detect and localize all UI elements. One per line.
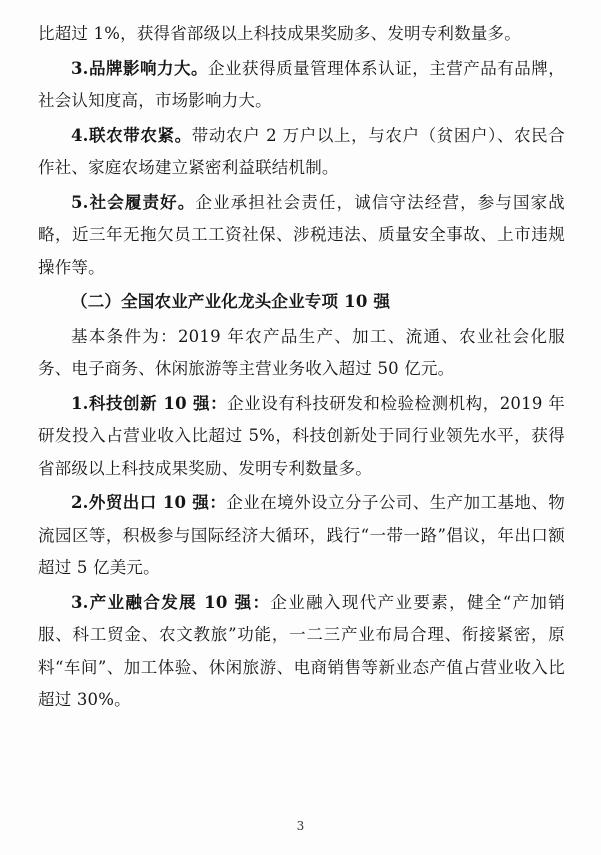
paragraph-lead: 3.品牌影响力大。 — [71, 58, 209, 78]
paragraph-text: 基本条件为：2019 年农产品生产、加工、流通、农业社会化服务、电子商务、休闲旅游等主营业务收入超过 50 亿元。 — [38, 326, 565, 378]
paragraph-text: 比超过 1%，获得省部级以上科技成果奖励多、发明专利数量多。 — [38, 24, 521, 43]
paragraph-text: 带动农户 2 万户以上，与农户（贫困户）、农民合作社、家庭农场建立紧密利益联结机制。 — [38, 125, 566, 177]
section-heading — [38, 286, 565, 319]
paragraph-lead: 3.产业融合发展 10 强： — [71, 592, 271, 612]
paragraph-p4 — [38, 187, 565, 285]
paragraph-p1 — [38, 18, 565, 51]
paragraph-text: 企业设有科技研发和检验检测机构，2019 年研发投入占营业收入比超过 5%，科技创新处于同行业领先水平，获得省部级以上科技成果奖励、发明专利数量多。 — [38, 393, 566, 478]
paragraph-p9 — [38, 587, 565, 717]
paragraph-text: 企业融入现代产业要素，健全“产加销服、科工贸金、农文教旅”功能，一二三产业布局合理、衔接紧密，原料“车间”、加工体验、休闲旅游、电商销售等新业态产值占营业收入比超过 30%。 — [38, 592, 565, 709]
paragraph-text: 企业获得质量管理体系认证，主营产品有品牌，社会认知度高，市场影响力大。 — [38, 58, 565, 110]
paragraph-p7 — [38, 388, 565, 486]
paragraph-lead: 4.联农带农紧。 — [71, 125, 192, 145]
paragraph-lead: 2.外贸出口 10 强： — [71, 493, 227, 512]
paragraph-p2 — [38, 53, 565, 118]
paragraph-p8 — [38, 487, 565, 585]
page-number: 3 — [296, 819, 305, 833]
paragraph-lead: 5.社会履责好。 — [71, 192, 196, 212]
document-body — [38, 18, 565, 719]
paragraph-p6 — [38, 321, 565, 386]
paragraph-text: 企业在境外设立分子公司、生产加工基地、物流园区等，积极参与国际经济大循环，践行“一带一路”倡议，年出口额超过 5 亿美元。 — [38, 493, 566, 577]
paragraph-text: 企业承担社会责任，诚信守法经营，参与国家战略，近三年无拖欠员工工资社保、涉税违法、质量安全事故、上市违规操作等。 — [38, 192, 566, 277]
section-heading-text: （二）全国农业产业化龙头企业专项 10 强 — [71, 292, 391, 311]
paragraph-lead: 1.科技创新 10 强： — [71, 393, 228, 413]
paragraph-p3 — [38, 120, 565, 185]
